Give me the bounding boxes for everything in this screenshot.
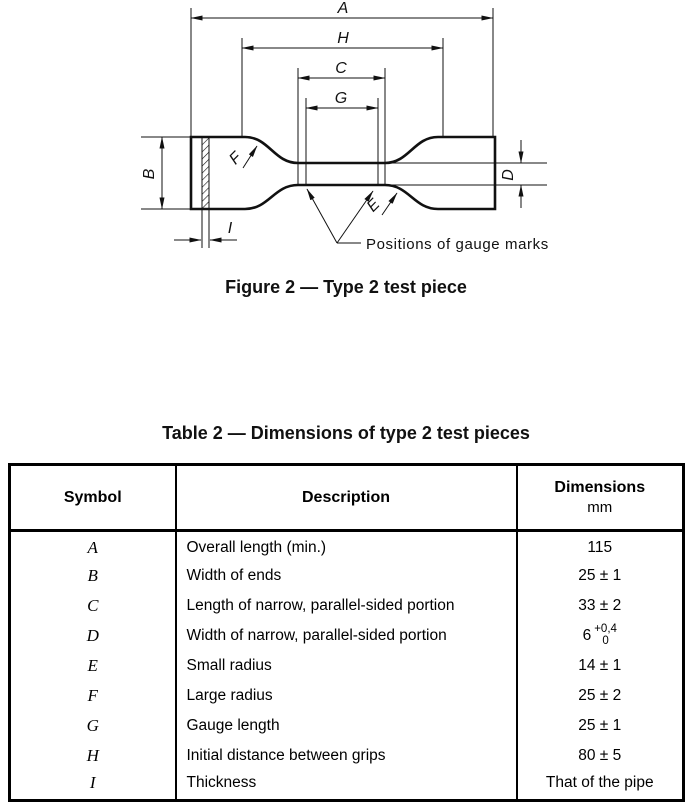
header-description: Description (176, 465, 517, 531)
thickness-hatch (202, 137, 209, 209)
figure-drawing (0, 0, 692, 262)
dimension-cell: 33 ± 2 (578, 596, 622, 614)
header-dimensions-label: Dimensions (554, 479, 646, 496)
description-cell: Thickness (176, 771, 517, 801)
symbol-cell: B (87, 565, 98, 585)
symbol-cell: C (87, 595, 99, 615)
table-title: Table 2 — Dimensions of type 2 test pieces (162, 423, 530, 443)
table-row (10, 741, 684, 771)
header-symbol: Symbol (10, 465, 176, 531)
label-I: I (227, 220, 233, 237)
symbol-cell: A (87, 538, 98, 558)
symbol-cell: E (87, 655, 98, 675)
label-A: A (337, 0, 349, 17)
description-cell: Width of narrow, parallel-sided portion (176, 621, 517, 651)
dimension-cell: 14 ± 1 (578, 656, 622, 674)
table-row (10, 711, 684, 741)
symbol-cell: H (86, 745, 99, 765)
header-dimensions (517, 465, 684, 531)
label-F: F (226, 149, 246, 169)
tolerance-stack (594, 623, 617, 647)
description-cell: Length of narrow, parallel-sided portion (176, 591, 517, 621)
symbol-cell: D (86, 625, 99, 645)
label-H: H (337, 30, 349, 47)
table-row (10, 621, 684, 651)
leader-gauge-left (307, 189, 337, 243)
label-G: G (334, 90, 348, 107)
table-row (10, 591, 684, 621)
dimension-value: 6 (582, 626, 592, 644)
table-row (10, 531, 684, 561)
dimension-cell: 80 ± 5 (578, 746, 622, 764)
table-row (10, 651, 684, 681)
symbol-cell: F (87, 685, 98, 705)
description-cell: Initial distance between grips (176, 741, 517, 771)
test-piece-schematic (0, 0, 692, 262)
label-D: D (500, 169, 517, 181)
tolerance-lower: 0 (602, 634, 609, 647)
tolerance-upper: +0,4 (594, 622, 617, 635)
gauge-marks-annotation: Positions of gauge marks (366, 236, 549, 253)
description-cell: Width of ends (176, 561, 517, 591)
dimension-cell: That of the pipe (545, 773, 654, 791)
header-unit-label: mm (587, 499, 613, 516)
dimension-cell-with-tolerance (517, 621, 684, 651)
dimension-cell: 25 ± 1 (578, 566, 622, 584)
description-cell: Small radius (176, 651, 517, 681)
symbol-cell: I (89, 772, 96, 792)
figure-caption: Figure 2 — Type 2 test piece (225, 277, 467, 297)
dimension-cell: 25 ± 2 (578, 686, 622, 704)
symbol-cell: G (86, 715, 99, 735)
label-C: C (335, 60, 347, 77)
dimension-labels (141, 0, 517, 237)
table-row (10, 771, 684, 801)
description-cell: Overall length (min.) (176, 531, 517, 561)
label-E: E (363, 195, 384, 216)
table-header-row (10, 465, 684, 531)
description-cell: Large radius (176, 681, 517, 711)
leader-F (243, 146, 257, 168)
test-piece-outline (191, 137, 495, 209)
leader-E (382, 193, 397, 215)
table-row (10, 681, 684, 711)
dimensions-table (8, 463, 685, 802)
dimension-cell: 115 (587, 539, 613, 557)
description-cell: Gauge length (176, 711, 517, 741)
label-B: B (141, 168, 158, 180)
table-row (10, 561, 684, 591)
dimension-cell: 25 ± 1 (578, 716, 622, 734)
